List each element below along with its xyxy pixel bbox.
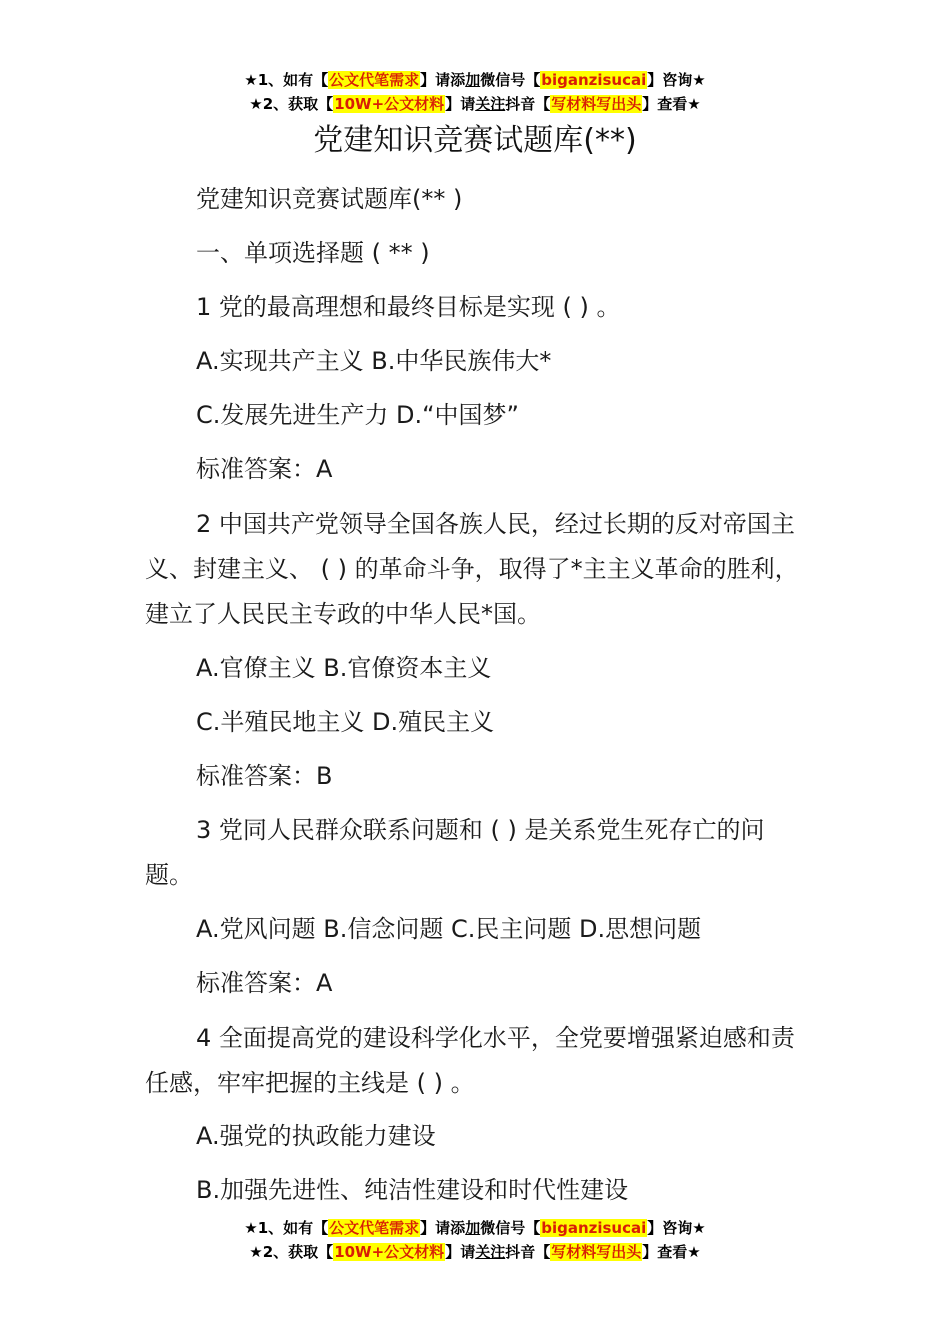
promo-text: 】查看★	[642, 1243, 701, 1261]
promo-text: 】咨询★	[647, 1219, 706, 1237]
question-2: 2 中国共产党领导全国各族人民，经过长期的反对帝国主义、封建主义、 ( ) 的革命斗争，取得了*主主义革命的胜利，建立了人民民主专政的中华人民*国。	[145, 510, 799, 628]
promo-text: 】咨询★	[647, 71, 706, 89]
promo-highlight: 10W+公文材料	[334, 1243, 445, 1261]
promo-text: ★2、获取【	[249, 1243, 334, 1261]
promo-line-2	[0, 1240, 950, 1264]
question-4-option-b: B.加强先进性、纯洁性建设和时代性建设	[196, 1176, 629, 1204]
promo-text: ★2、获取【	[249, 95, 334, 113]
promo-text: 微信号【	[480, 1219, 541, 1237]
question-1-answer: 标准答案：A	[196, 455, 333, 483]
promo-highlight: 公文代笔需求	[329, 71, 420, 89]
question-4-option-a: A.强党的执政能力建设	[196, 1122, 436, 1150]
promo-underline: 加	[465, 71, 481, 89]
promo-highlight: 公文代笔需求	[329, 1219, 420, 1237]
promo-text: 】查看★	[642, 95, 701, 113]
question-3: 3 党同人民群众联系问题和 ( ) 是关系党生死存亡的问题。	[145, 816, 765, 889]
promo-line-2	[0, 92, 950, 116]
section-heading: 一、单项选择题 ( ** )	[196, 239, 430, 267]
promo-line-1	[0, 1216, 950, 1240]
promo-douyin-id: 写材料写出头	[551, 1243, 642, 1261]
promo-wechat-id: biganzisucai	[541, 1219, 647, 1237]
question-2-options-ab: A.官僚主义 B.官僚资本主义	[196, 654, 492, 682]
promo-text: 微信号【	[480, 71, 541, 89]
promo-text: ★1、如有【	[244, 1219, 329, 1237]
question-3-options: A.党风问题 B.信念问题 C.民主问题 D.思想问题	[196, 915, 702, 943]
question-1-options-cd: C.发展先进生产力 D.“中国梦”	[196, 401, 519, 429]
promo-text: 抖音【	[505, 95, 551, 113]
promo-line-1	[0, 68, 950, 92]
question-1: 1 党的最高理想和最终目标是实现 ( ) 。	[196, 293, 621, 321]
promo-text: 】请	[445, 1243, 476, 1261]
promo-douyin-id: 写材料写出头	[551, 95, 642, 113]
promo-banner-bottom	[0, 1216, 950, 1264]
question-1-options-ab: A.实现共产主义 B.中华民族伟大*	[196, 347, 552, 375]
subtitle: 党建知识竞赛试题库(** )	[196, 185, 463, 213]
promo-underline: 关注	[475, 1243, 506, 1261]
promo-text: ★1、如有【	[244, 71, 329, 89]
question-2-answer: 标准答案：B	[196, 762, 333, 790]
promo-banner-top	[0, 68, 950, 116]
promo-wechat-id: biganzisucai	[541, 71, 647, 89]
question-3-answer: 标准答案：A	[196, 969, 333, 997]
promo-text: 】请添	[420, 1219, 466, 1237]
promo-underline: 关注	[475, 95, 506, 113]
question-4: 4 全面提高党的建设科学化水平，全党要增强紧迫感和责任感，牢牢把握的主线是 ( ) 。	[145, 1024, 795, 1097]
promo-text: 】请	[445, 95, 476, 113]
question-2-options-cd: C.半殖民地主义 D.殖民主义	[196, 708, 495, 736]
document-title: 党建知识竞赛试题库(**)	[313, 123, 637, 158]
promo-text: 】请添	[420, 71, 466, 89]
promo-text: 抖音【	[505, 1243, 551, 1261]
promo-highlight: 10W+公文材料	[334, 95, 445, 113]
promo-underline: 加	[465, 1219, 481, 1237]
